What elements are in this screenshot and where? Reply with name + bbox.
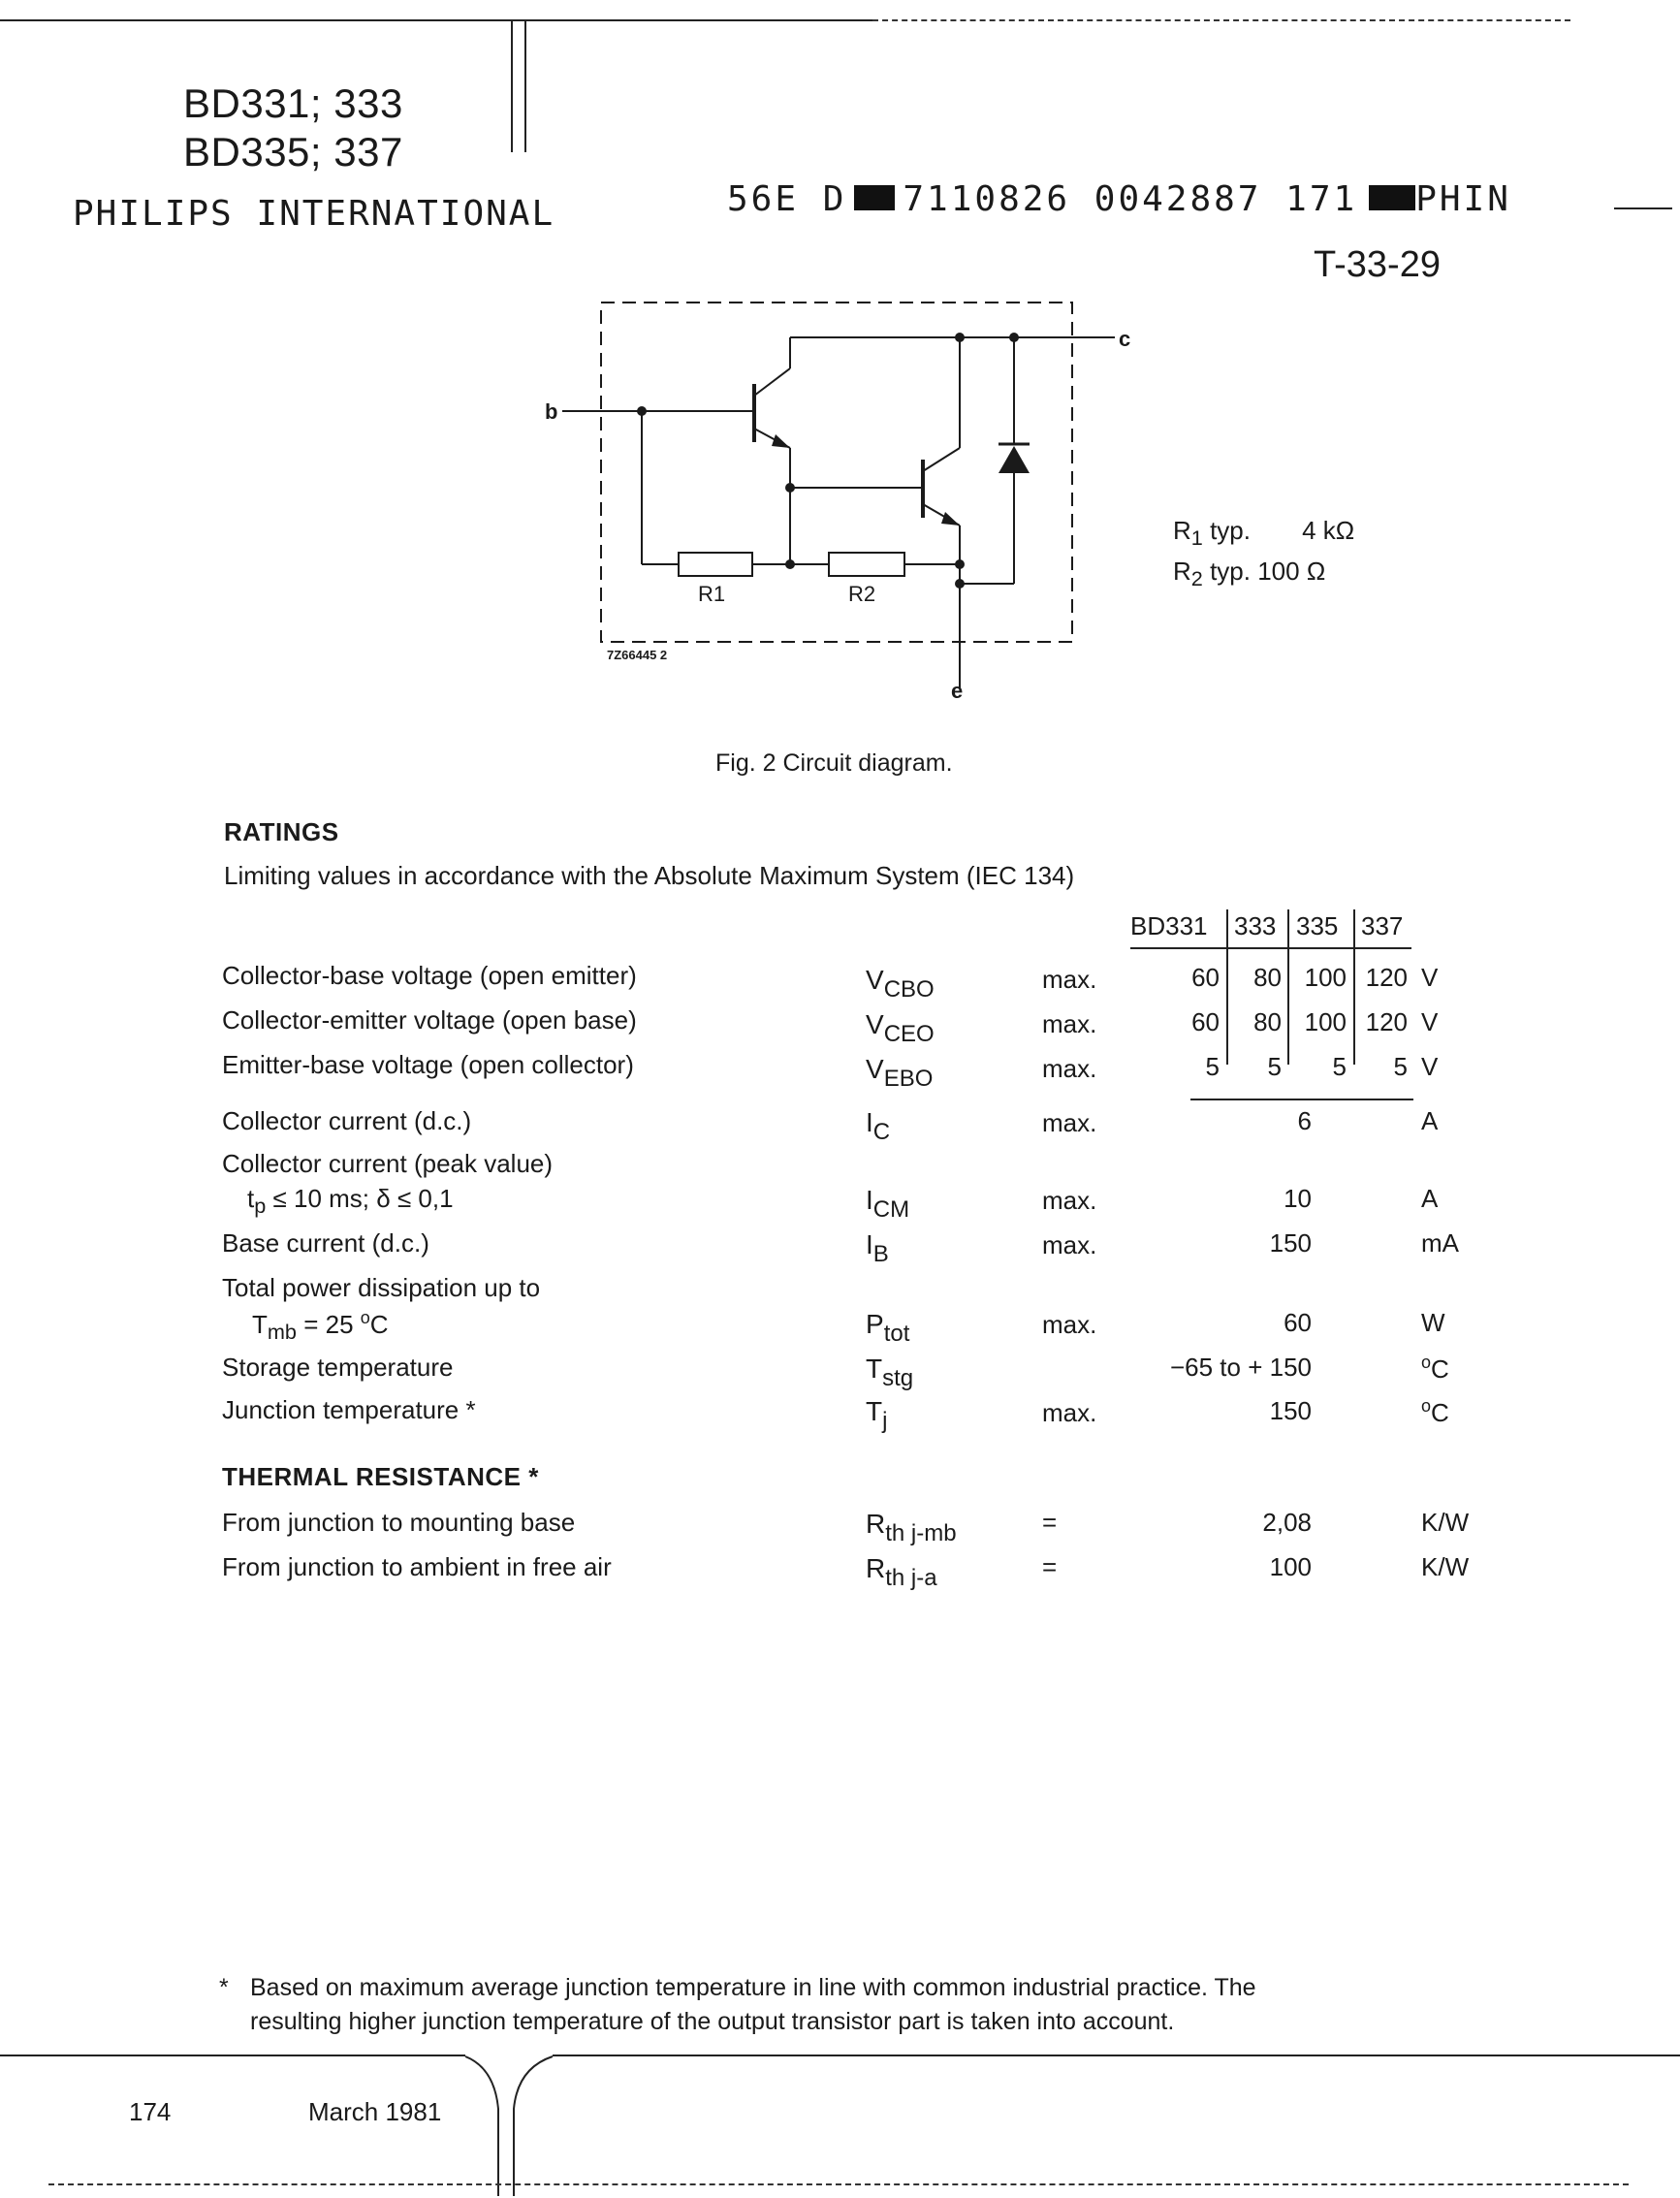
terminal-b-label: b	[545, 399, 558, 424]
icm-value: 10	[1284, 1184, 1312, 1213]
ptot-symbol: $P_{tot}$	[866, 1309, 910, 1347]
footnote-line-2: resulting higher junction temperature of the output transistor part is taken into account.	[250, 2008, 1175, 2035]
footer-rule-right	[553, 2055, 1680, 2056]
vebo-label: Emitter-base voltage (open collector)	[222, 1050, 634, 1079]
vcbo-value-337: 120	[1365, 963, 1408, 992]
terminal-c-label: c	[1119, 327, 1131, 351]
col-header-333: 333	[1234, 911, 1277, 940]
ratings-title: RATINGS	[224, 817, 339, 846]
tstg-symbol: $T_{stg}$	[866, 1354, 914, 1391]
col-header-335: 335	[1296, 911, 1339, 940]
junction-diode-top	[1009, 333, 1019, 342]
q2-collector	[923, 448, 960, 471]
q1-collector	[754, 368, 790, 396]
rth-ja-unit: K/W	[1421, 1552, 1470, 1581]
rth-jmb-unit: K/W	[1421, 1508, 1470, 1537]
tstg-unit: $^o$C	[1421, 1353, 1449, 1384]
vceo-qualifier: max.	[1042, 1009, 1097, 1038]
vcbo-qualifier: max.	[1042, 965, 1097, 994]
tj-value: 150	[1269, 1396, 1312, 1425]
drawing-code: 7Z66445 2	[607, 648, 668, 662]
voltage-underline-right	[1292, 1099, 1413, 1100]
tj-label: Junction temperature *	[222, 1395, 476, 1424]
icm-symbol: $I_{CM}$	[866, 1185, 910, 1223]
top-rule	[0, 19, 872, 21]
ptot-value: 60	[1284, 1308, 1312, 1337]
vebo-qualifier: max.	[1042, 1054, 1097, 1083]
page-number: 174	[129, 2097, 172, 2126]
black-bar-marker-2	[1369, 185, 1415, 210]
tstg-value: −65 to + 150	[1169, 1353, 1312, 1382]
col-header-bd331: BD331	[1130, 911, 1208, 940]
ic-label: Collector current (d.c.)	[222, 1106, 472, 1135]
vebo-unit: V	[1421, 1052, 1439, 1081]
rth-ja-symbol: $R_{th j-a}$	[866, 1553, 937, 1591]
code-prefix: 56E D	[727, 179, 847, 219]
icm-unit: A	[1421, 1184, 1439, 1213]
r1-typical-row: $R_1$ typ. 4 kΩ	[1173, 516, 1355, 551]
company-name: PHILIPS INTERNATIONAL	[73, 194, 555, 234]
document-reference: T-33-29	[1314, 244, 1441, 285]
ptot-qualifier: max.	[1042, 1310, 1097, 1339]
tj-symbol: $T_j$	[866, 1396, 888, 1434]
header-right-underline	[1614, 207, 1672, 209]
r2-typical-value: 100 Ω	[1257, 557, 1326, 587]
col-header-337: 337	[1361, 911, 1404, 940]
model-line-1: BD331; 333	[183, 80, 403, 126]
ptot-label: Total power dissipation up to	[222, 1273, 541, 1302]
vebo-value-335: 5	[1332, 1052, 1347, 1081]
vceo-unit: V	[1421, 1007, 1439, 1036]
model-numbers	[183, 80, 403, 176]
vcbo-symbol: $V_{CBO}$	[866, 965, 935, 1003]
footnote	[219, 1971, 1256, 2039]
terminal-e-label: e	[951, 679, 964, 703]
ptot-unit: W	[1421, 1308, 1445, 1337]
tstg-label: Storage temperature	[222, 1353, 454, 1382]
icm-condition: $t_p \le 10$ ms; δ ≤ 0,1	[247, 1184, 454, 1219]
rth-ja-label: From junction to ambient in free air	[222, 1552, 612, 1581]
junction-q2-emitter	[955, 559, 965, 569]
icm-label: Collector current (peak value)	[222, 1149, 554, 1178]
rth-jmb-value: 2,08	[1262, 1508, 1312, 1537]
footer-bracket	[456, 2051, 562, 2196]
resistor-typical-values	[1173, 514, 1354, 595]
code-suffix: PHIN	[1415, 179, 1511, 219]
r1-typical-value: 4 kΩ	[1302, 516, 1355, 545]
rth-ja-qualifier: =	[1042, 1552, 1058, 1581]
vebo-symbol: $V_{EBO}$	[866, 1054, 934, 1092]
r2-typical-row: $R_2$ typ. 100 Ω	[1173, 557, 1326, 591]
tj-qualifier: max.	[1042, 1398, 1097, 1427]
catalog-codes	[727, 179, 1511, 219]
junction-emitter-out	[955, 579, 965, 589]
vebo-value-337: 5	[1393, 1052, 1408, 1081]
ic-qualifier: max.	[1042, 1108, 1097, 1137]
ib-unit: mA	[1421, 1228, 1459, 1258]
q2-emitter-arrow	[941, 512, 960, 526]
vceo-label: Collector-emitter voltage (open base)	[222, 1005, 637, 1035]
rth-jmb-qualifier: =	[1042, 1508, 1058, 1537]
header-divider-right	[524, 21, 526, 152]
ptot-condition: $T_{mb} = 25$ $^o$C	[252, 1308, 389, 1345]
model-line-2: BD335; 337	[183, 129, 403, 175]
footnote-star: *	[219, 1974, 229, 2001]
vceo-value-335: 100	[1304, 1007, 1347, 1036]
vceo-value-bd331: 60	[1191, 1007, 1220, 1036]
junction-r1-r2	[785, 559, 795, 569]
rth-ja-value: 100	[1269, 1552, 1312, 1581]
ib-value: 150	[1269, 1228, 1312, 1258]
q1-emitter-arrow	[772, 434, 790, 448]
thermal-title: THERMAL RESISTANCE *	[222, 1462, 539, 1491]
top-rule-dashed	[872, 19, 1570, 21]
ic-unit: A	[1421, 1106, 1439, 1135]
vcbo-value-335: 100	[1304, 963, 1347, 992]
footnote-line-1: Based on maximum average junction temperature in line with common industrial practice. The	[250, 1974, 1256, 2001]
code-numbers: 7110826 0042887 171	[903, 179, 1358, 219]
r1-label: R1	[698, 582, 726, 606]
rth-jmb-label: From junction to mounting base	[222, 1508, 576, 1537]
ic-value: 6	[1297, 1106, 1312, 1135]
voltage-underline-left	[1190, 1099, 1293, 1100]
black-bar-marker	[854, 185, 895, 210]
r1-resistor	[679, 553, 752, 576]
vceo-value-333: 80	[1253, 1007, 1282, 1036]
ib-label: Base current (d.c.)	[222, 1228, 429, 1258]
vcbo-unit: V	[1421, 963, 1439, 992]
figure-caption: Fig. 2 Circuit diagram.	[715, 749, 953, 777]
circuit-diagram	[523, 291, 1144, 717]
vceo-value-337: 120	[1365, 1007, 1408, 1036]
diode-triangle	[998, 446, 1030, 473]
ib-qualifier: max.	[1042, 1230, 1097, 1259]
header-divider-left	[511, 21, 513, 152]
vcbo-value-bd331: 60	[1191, 963, 1220, 992]
vcbo-value-333: 80	[1253, 963, 1282, 992]
rth-jmb-symbol: $R_{th j-mb}$	[866, 1509, 957, 1546]
tj-unit: $^o$C	[1421, 1396, 1449, 1427]
ic-symbol: $I_C$	[866, 1107, 891, 1145]
vcbo-label: Collector-base voltage (open emitter)	[222, 961, 637, 990]
r2-label: R2	[848, 582, 876, 606]
publication-date: March 1981	[308, 2097, 442, 2126]
r2-resistor	[829, 553, 904, 576]
junction-base	[637, 406, 647, 416]
bottom-rule-dashed	[48, 2183, 1629, 2185]
vceo-symbol: $V_{CEO}$	[866, 1009, 935, 1047]
footer-rule-left	[0, 2055, 465, 2056]
ib-symbol: $I_B$	[866, 1229, 889, 1267]
ratings-subtitle: Limiting values in accordance with the Absolute Maximum System (IEC 134)	[224, 861, 1075, 890]
junction-q2-collector	[955, 333, 965, 342]
vebo-value-bd331: 5	[1205, 1052, 1220, 1081]
icm-qualifier: max.	[1042, 1186, 1097, 1215]
vebo-value-333: 5	[1267, 1052, 1282, 1081]
junction-q1-emitter	[785, 483, 795, 493]
col-header-underline	[1130, 947, 1411, 949]
